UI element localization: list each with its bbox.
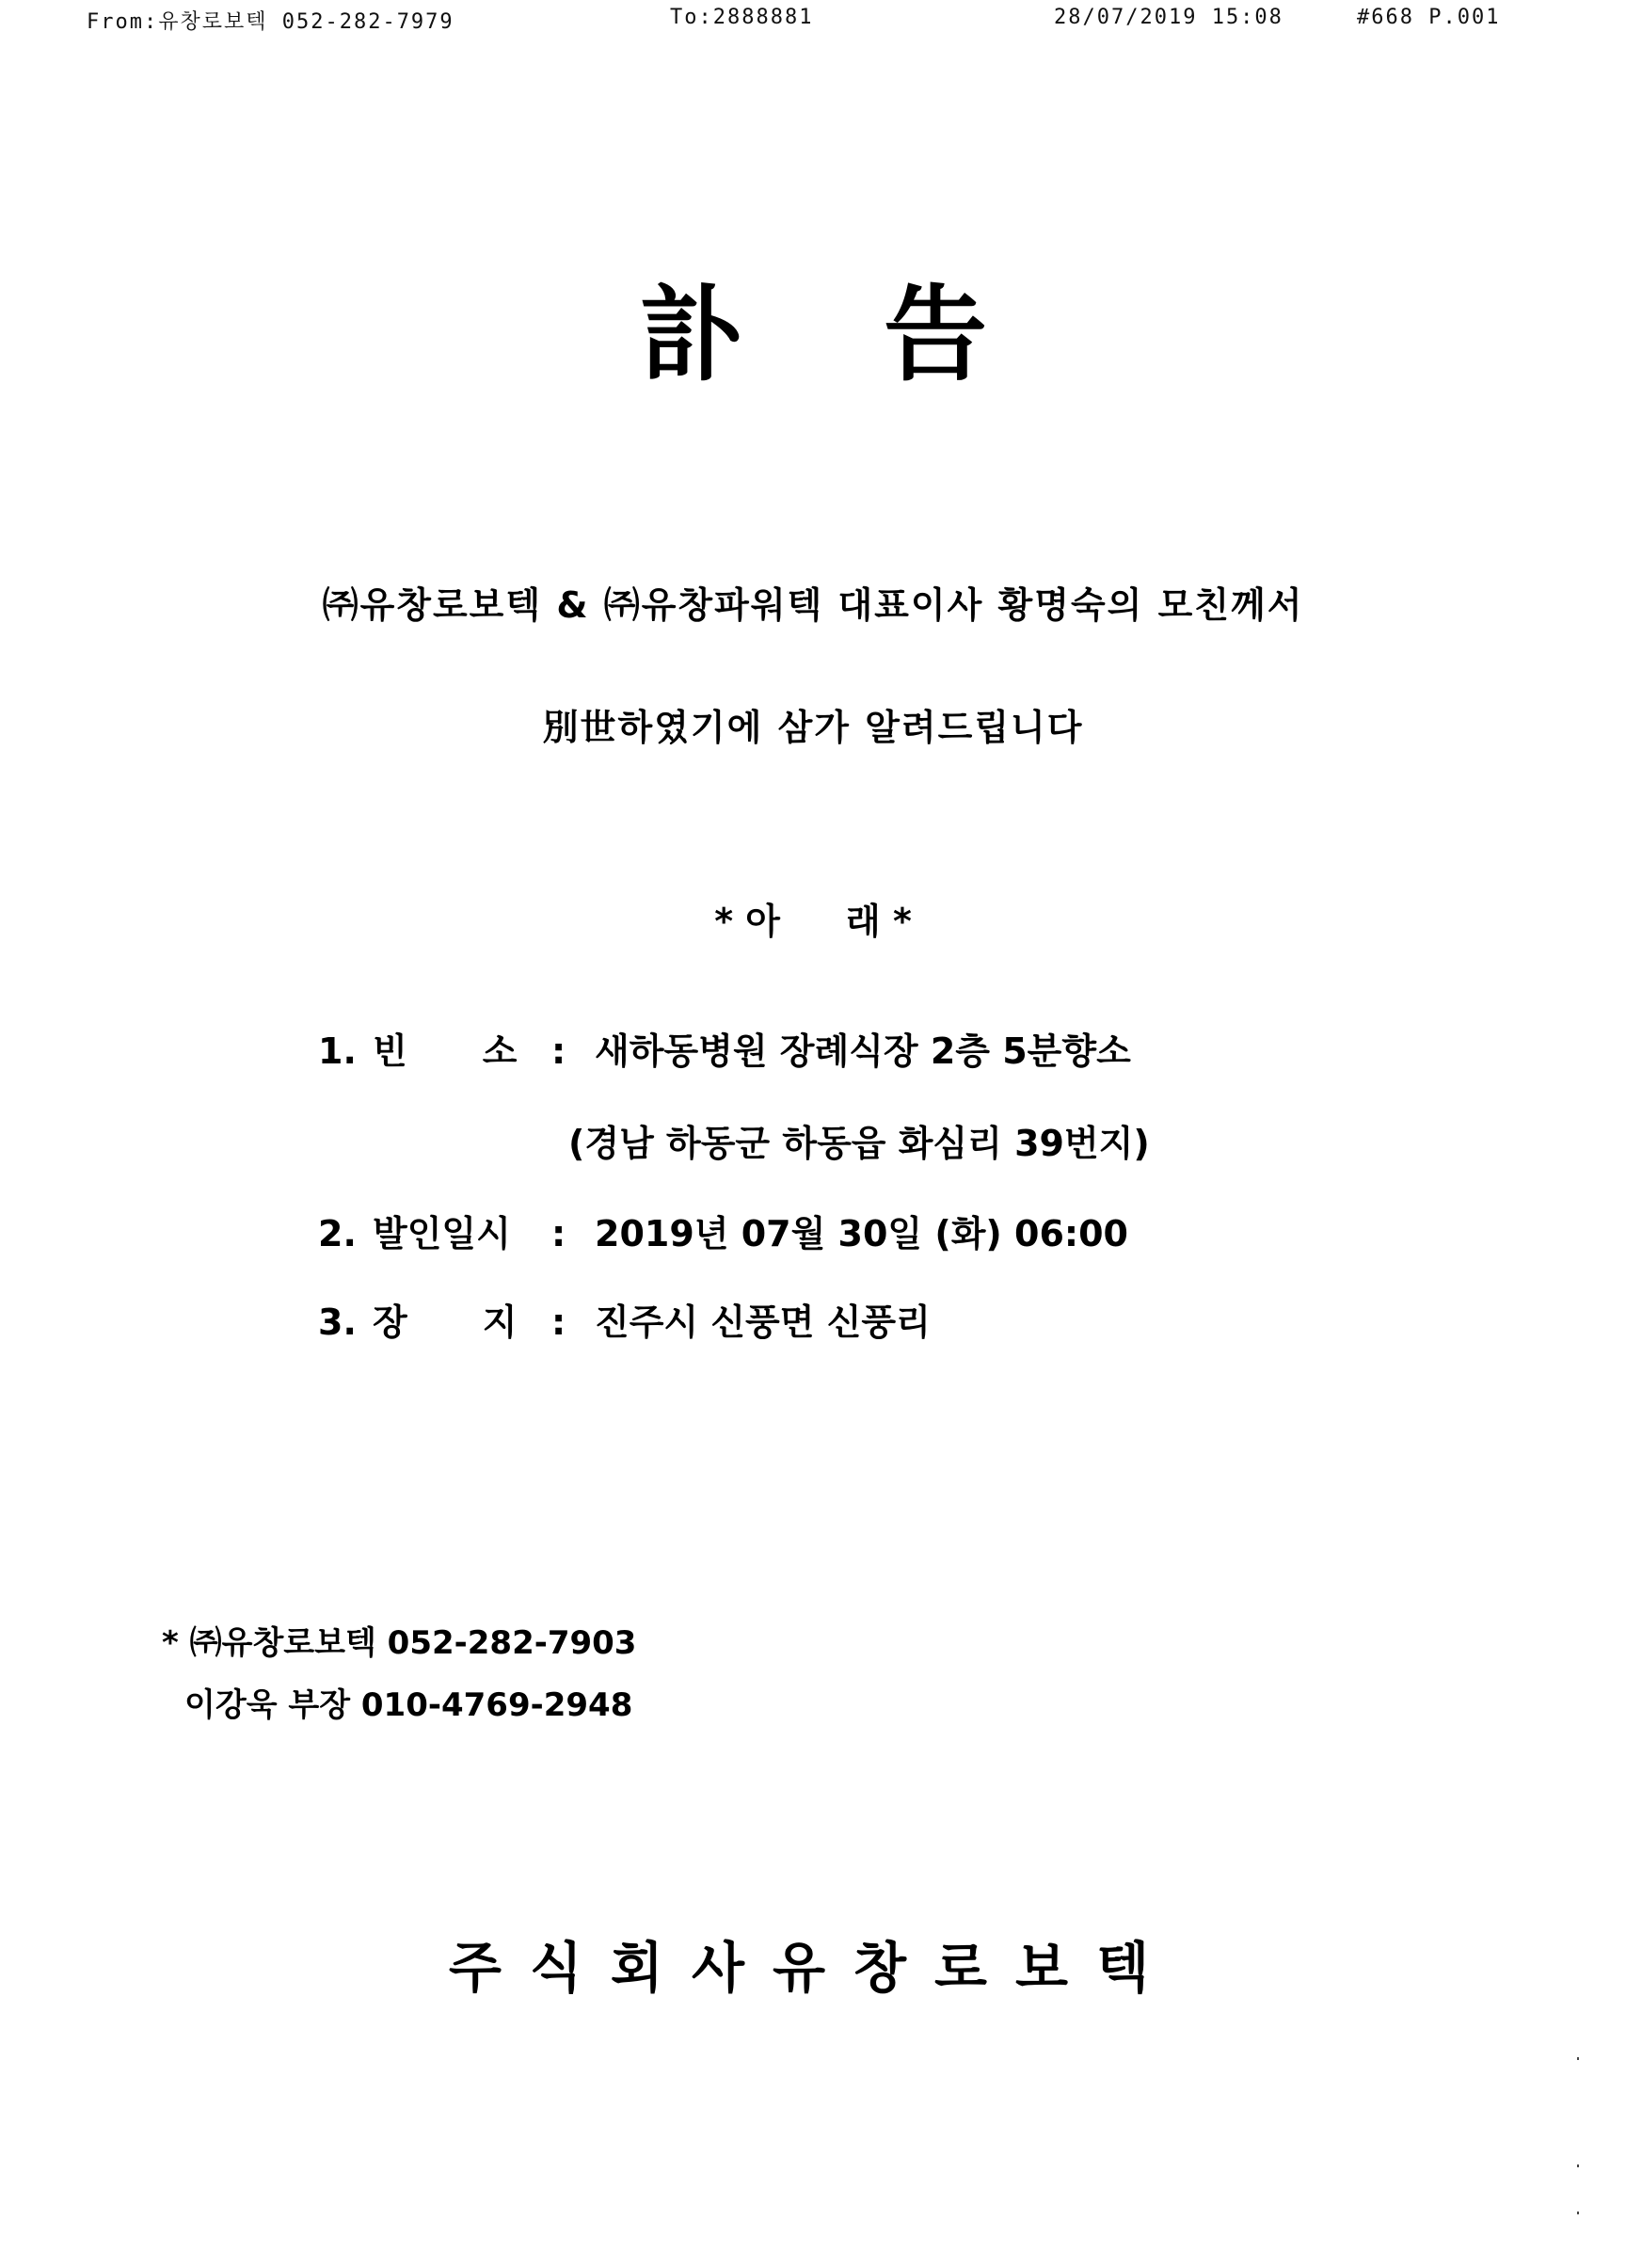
section-heading [0,892,1626,944]
fax-from: From:유창로보텍 052-282-7979 [87,10,454,34]
section-heading-right: 래 * [846,901,912,942]
item-label: 발인일시 [373,1213,511,1254]
item-label-part: 소 [482,1030,518,1072]
item-value: 새하동병원 장례식장 2층 5분향소 [595,1030,1131,1072]
contact-company-phone: * ㈜유창로보텍 052-282-7903 [162,1624,637,1662]
item-label-part: 장 [373,1302,407,1343]
intro-line-2: 別世하였기에 삼가 알려드립니다 [542,707,1084,748]
item-label-part: 빈 [373,1030,407,1072]
document-title [0,252,1626,401]
fax-to: To:2888881 [670,6,814,29]
detail-item-place [318,1022,1131,1074]
margin-mark [1577,2057,1579,2060]
detail-item-departure [318,1205,1128,1256]
detail-item-place-address: (경남 하동군 하동읍 화심리 39번지) [568,1123,1150,1164]
item-colon: : [551,1030,566,1072]
title-char-1: 訃 [639,274,742,395]
fax-datetime: 28/07/2019 15:08 [1054,6,1283,29]
item-number: 3. [318,1302,357,1343]
item-label [373,1293,551,1345]
fax-page-number: #668 P.001 [1357,6,1501,29]
item-value: 2019년 07월 30일 (화) 06:00 [595,1213,1128,1254]
section-heading-left: * 아 [714,901,780,942]
item-colon: : [551,1213,566,1254]
item-number: 1. [318,1030,357,1072]
item-value: 진주시 신풍면 신풍리 [595,1302,931,1343]
margin-mark [1577,2164,1579,2167]
intro-line-1: ㈜유창로보텍 & ㈜유창파워텍 대표이사 황명숙의 모친께서 [322,584,1304,626]
fax-header [0,6,1626,34]
sender-company: 주식회사유창로보텍 [448,1936,1178,2000]
item-label [373,1022,551,1074]
detail-item-burial [318,1293,931,1345]
contact-person-phone: 이강욱 부장 010-4769-2948 [184,1686,633,1724]
margin-mark [1577,2212,1579,2214]
item-colon: : [551,1302,566,1343]
item-label-part: 지 [482,1302,518,1343]
title-char-2: 告 [884,274,987,395]
item-number: 2. [318,1213,357,1254]
